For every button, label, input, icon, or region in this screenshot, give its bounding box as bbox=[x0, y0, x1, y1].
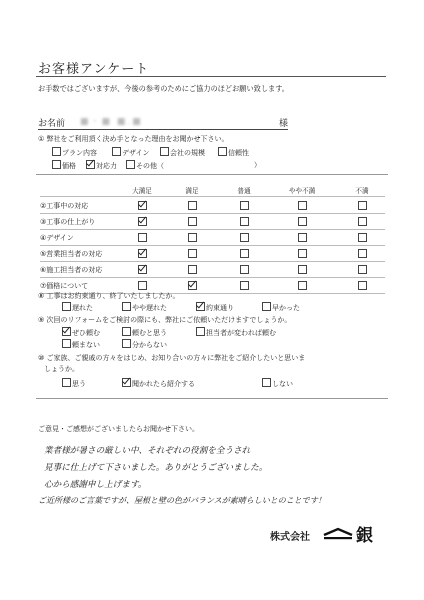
checkbox-checked[interactable] bbox=[86, 160, 95, 169]
checkbox[interactable] bbox=[52, 160, 61, 169]
name-label: お名前 bbox=[38, 119, 66, 129]
checkbox[interactable] bbox=[52, 147, 61, 156]
checkbox[interactable] bbox=[188, 265, 197, 274]
grid-row bbox=[40, 197, 385, 214]
checkbox[interactable] bbox=[240, 281, 249, 290]
checkbox-checked[interactable] bbox=[188, 281, 197, 290]
q1-option: その他（ bbox=[126, 160, 164, 171]
grid-row-label: ⑦価格について bbox=[40, 282, 89, 290]
checkbox[interactable] bbox=[298, 281, 307, 290]
company-logo bbox=[270, 523, 388, 545]
checkbox[interactable] bbox=[298, 201, 307, 210]
checkbox[interactable] bbox=[188, 249, 197, 258]
checkbox[interactable] bbox=[138, 281, 147, 290]
grid-row-label: ⑥施工担当者の対応 bbox=[40, 266, 103, 274]
intro-text: お手数ではございますが、今後の参考のためにご協力のほどお願い致します。 bbox=[38, 84, 289, 93]
checkbox[interactable] bbox=[188, 233, 197, 242]
q10-option: 思う bbox=[62, 378, 86, 389]
name-suffix: 様 bbox=[278, 119, 288, 129]
q1-option: 対応力 bbox=[86, 160, 117, 171]
checkbox[interactable] bbox=[240, 233, 249, 242]
checkbox[interactable] bbox=[358, 265, 367, 274]
checkbox[interactable] bbox=[358, 233, 367, 242]
checkbox[interactable] bbox=[122, 302, 131, 311]
q9-option: ぜひ頼む bbox=[62, 327, 100, 338]
company-prefix: 株式会社 bbox=[270, 532, 310, 543]
checkbox[interactable] bbox=[112, 147, 121, 156]
q9-option: 担当者が変われば頼む bbox=[196, 327, 276, 338]
checkbox[interactable] bbox=[62, 302, 71, 311]
grid-row bbox=[40, 261, 385, 278]
checkbox-checked[interactable] bbox=[138, 265, 147, 274]
memo-label: ご意見・ご感想がございましたらお聞かせ下さい。 bbox=[38, 425, 199, 433]
checkbox[interactable] bbox=[262, 302, 271, 311]
q10-question-cont: しょうか。 bbox=[44, 365, 79, 373]
q8-question: ⑧ 工事はお約束通り、終了いたしましたか。 bbox=[38, 292, 180, 300]
q10-option: しない bbox=[262, 378, 293, 389]
checkbox[interactable] bbox=[126, 160, 135, 169]
section-divider bbox=[36, 398, 388, 399]
checkbox[interactable] bbox=[240, 201, 249, 210]
checkbox[interactable] bbox=[240, 249, 249, 258]
checkbox-checked[interactable] bbox=[62, 327, 71, 336]
title-divider bbox=[36, 76, 386, 77]
grid-header: 満足 bbox=[185, 187, 199, 195]
q8-option: 約束通り bbox=[196, 302, 234, 313]
q1-option: 会社の規模 bbox=[160, 147, 205, 158]
memo-answer bbox=[36, 440, 388, 510]
q1-option: デザイン bbox=[112, 147, 150, 158]
checkbox[interactable] bbox=[218, 147, 227, 156]
q9-option: 頼まない bbox=[62, 339, 100, 350]
checkbox[interactable] bbox=[358, 217, 367, 226]
q1-option: 信頼性 bbox=[218, 147, 249, 158]
q1-question: ① 弊社をご利用頂く決め手となった理由をお聞かせ下さい。 bbox=[38, 135, 229, 143]
checkbox[interactable] bbox=[262, 378, 271, 387]
handwritten-line: 見事に仕上げて下さいました。ありがとうございました。 bbox=[44, 463, 268, 473]
name-field bbox=[38, 115, 288, 130]
handwritten-line: 業者様が暑さの厳しい中、それぞれの役割を全うされ bbox=[44, 446, 251, 456]
q1-other-close: ） bbox=[254, 161, 261, 169]
checkbox-checked[interactable] bbox=[196, 302, 205, 311]
checkbox[interactable] bbox=[298, 249, 307, 258]
checkbox-checked[interactable] bbox=[138, 201, 147, 210]
q1-option: 価格 bbox=[52, 160, 76, 171]
checkbox[interactable] bbox=[160, 147, 169, 156]
checkbox[interactable] bbox=[358, 281, 367, 290]
grid-row bbox=[40, 213, 385, 230]
checkbox[interactable] bbox=[298, 233, 307, 242]
q1-option: プラン内容 bbox=[52, 147, 97, 158]
checkbox[interactable] bbox=[62, 378, 71, 387]
checkbox[interactable] bbox=[122, 339, 131, 348]
grid-row-label: ③工事の仕上がり bbox=[40, 218, 96, 226]
checkbox[interactable] bbox=[240, 217, 249, 226]
q9-option: 分からない bbox=[122, 339, 167, 350]
q10-question: ⑩ ご家族、ご親戚の方々をはじめ、お知り合いの方々に弊社をご紹介したいと思いま bbox=[38, 354, 306, 362]
grid-row bbox=[40, 245, 385, 262]
svg-text:銀: 銀 bbox=[356, 526, 373, 545]
checkbox-checked[interactable] bbox=[122, 378, 131, 387]
grid-header: 不満 bbox=[355, 187, 369, 195]
page-title: お客様アンケート bbox=[38, 62, 150, 77]
q10-option: 聞かれたら紹介する bbox=[122, 378, 195, 389]
grid-row bbox=[40, 229, 385, 246]
grid-header: やや不満 bbox=[288, 187, 316, 195]
company-mark-logo bbox=[322, 523, 388, 545]
checkbox[interactable] bbox=[358, 201, 367, 210]
handwritten-line: ご近所様のご言葉ですが、屋根と壁の色がバランスが素晴らしいとのことです！ bbox=[38, 496, 326, 505]
q9-option: 頼むと思う bbox=[122, 327, 167, 338]
checkbox[interactable] bbox=[240, 265, 249, 274]
checkbox-checked[interactable] bbox=[138, 249, 147, 258]
grid-row-label: ④デザイン bbox=[40, 234, 74, 242]
checkbox[interactable] bbox=[122, 327, 131, 336]
name-value-redacted: ■・■ ■.■ bbox=[80, 117, 143, 127]
section-divider bbox=[36, 174, 388, 175]
q8-option: 早かった bbox=[262, 302, 300, 313]
grid-header: 大満足 bbox=[132, 187, 152, 195]
checkbox[interactable] bbox=[298, 265, 307, 274]
checkbox[interactable] bbox=[298, 217, 307, 226]
grid-row-label: ②工事中の対応 bbox=[40, 202, 89, 210]
checkbox-checked[interactable] bbox=[138, 217, 147, 226]
checkbox[interactable] bbox=[188, 217, 197, 226]
grid-header: 普通 bbox=[237, 187, 251, 195]
q9-question: ⑨ 次回のリフォームをご検討の際にも、弊社にご依頼いただけますでしょうか。 bbox=[38, 316, 292, 324]
handwritten-line: 心から感謝申し上げます。 bbox=[44, 480, 147, 490]
grid-row-label: ⑤営業担当者の対応 bbox=[40, 250, 103, 258]
checkbox[interactable] bbox=[358, 249, 367, 258]
checkbox[interactable] bbox=[138, 233, 147, 242]
checkbox[interactable] bbox=[196, 327, 205, 336]
checkbox[interactable] bbox=[188, 201, 197, 210]
q8-option: 遅れた bbox=[62, 302, 93, 313]
checkbox[interactable] bbox=[62, 339, 71, 348]
q8-option: やや遅れた bbox=[122, 302, 167, 313]
